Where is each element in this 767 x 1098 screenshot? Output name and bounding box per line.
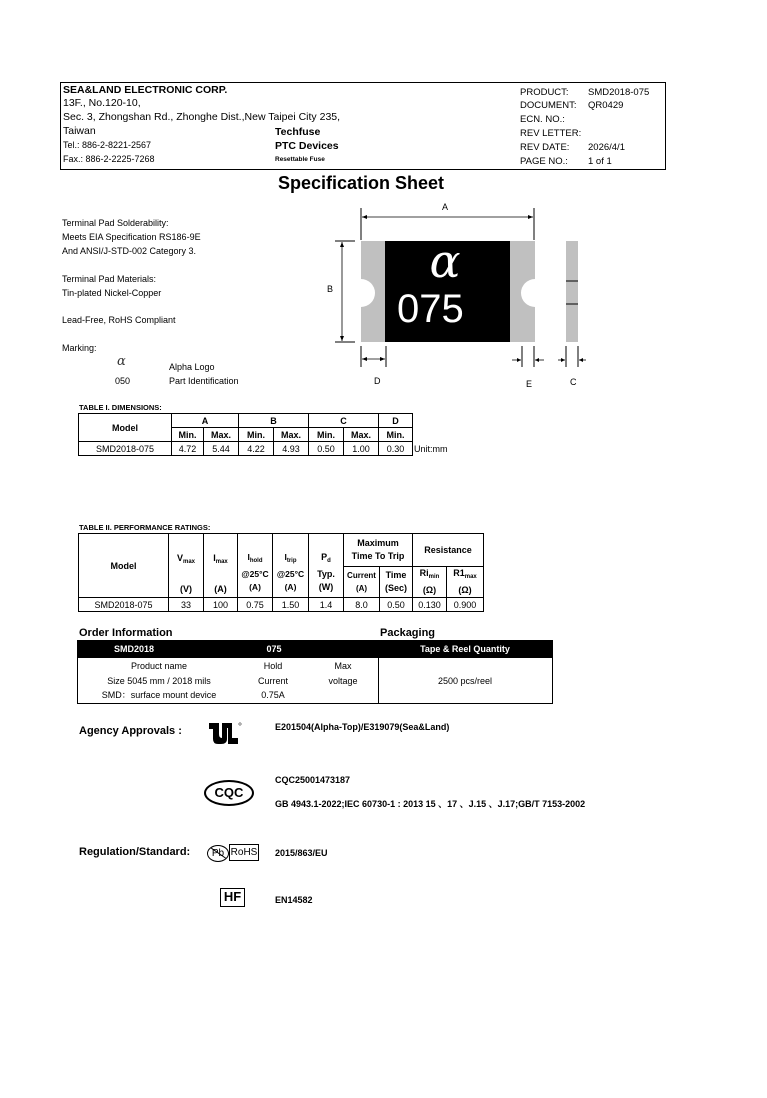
dimensions-table: [78, 413, 413, 456]
marking-code-desc: Part Identification: [169, 376, 239, 386]
table1-cell: 5.44: [204, 442, 239, 456]
table2-cell: 1.4: [309, 598, 344, 612]
halogen-free-standard: EN14582: [275, 895, 313, 905]
chip-alpha-symbol: α: [429, 234, 461, 288]
dim-a-arrow-right: [528, 215, 533, 219]
table2-cell: 0.75: [238, 598, 273, 612]
imax-header: $I_{max}$ (A): [204, 534, 238, 598]
alpha-logo-desc: Alpha Logo: [169, 362, 215, 372]
table1-cell: 1.00: [344, 442, 379, 456]
order-current: Current: [257, 676, 288, 686]
cqc-number: CQC25001473187: [275, 775, 351, 785]
order-hold: Hold: [263, 661, 283, 671]
order-col-packaging: Tape & Reel Quantity: [420, 644, 510, 654]
marking-code: 050: [115, 376, 131, 386]
solderability-line-2: And ANSI/J-STD-002 Category 3.: [62, 246, 197, 256]
pd-header: $P_d$ Typ. (W): [309, 534, 344, 598]
table1-group-b: B: [239, 414, 309, 428]
agency-approvals-label: Agency Approvals :: [79, 725, 182, 737]
table1-cell: 0.30: [379, 442, 413, 456]
halogen-free-icon: HF: [220, 888, 245, 907]
ri-min-header: $Ri_{min}$ (Ω): [413, 567, 447, 598]
table2-cell: 0.900: [447, 598, 484, 612]
table2-model-header: Model: [79, 534, 169, 598]
table2-cell: 100: [204, 598, 238, 612]
address-line-2: Sec. 3, Zhongshan Rd., Zhonghe Dist.,New Taipei City 235,: [63, 111, 341, 123]
order-voltage: voltage: [328, 676, 358, 686]
address-line-1: 13F., No.120-10,: [63, 97, 141, 109]
dim-label-b: B: [327, 284, 334, 294]
marking-title: Marking:: [62, 343, 97, 353]
table1-sub-c-max: Max.: [344, 428, 379, 442]
chip-code: 075: [397, 287, 464, 331]
materials-line-1: Tin-plated Nickel-Copper: [62, 288, 162, 298]
order-col-series: SMD2018: [113, 644, 155, 654]
table1-cell: 4.93: [274, 442, 309, 456]
table1-sub-b-min: Min.: [239, 428, 274, 442]
table1-model-header: Model: [79, 414, 172, 442]
order-hold-value: 0.75A: [261, 690, 285, 700]
order-product-name: Product name: [130, 661, 188, 671]
table1-group-a: A: [172, 414, 239, 428]
performance-table: [78, 533, 484, 612]
order-size: Size 5045 mm / 2018 mils: [107, 676, 211, 686]
solderability-line-1: Meets EIA Specification RS186-9E: [62, 232, 201, 242]
document-header: [60, 82, 666, 170]
table1-cell: 0.50: [309, 442, 344, 456]
pb-logo-text: Pb: [211, 848, 225, 859]
table1-cell: 4.22: [239, 442, 274, 456]
page-title: Specification Sheet: [277, 173, 445, 193]
table2-caption: TABLE II. PERFORMANCE RATINGS:: [79, 523, 211, 532]
table1-sub-a-min: Min.: [172, 428, 204, 442]
page-no-value: 1 of 1: [588, 156, 612, 167]
ihold-header: $I_{hold}$ @25°C (A): [238, 534, 273, 598]
product-subtitle: Resettable Fuse: [275, 156, 325, 163]
materials-title: Terminal Pad Materials:: [62, 274, 157, 284]
order-max: Max: [334, 661, 352, 671]
rohs-directive: 2015/863/EU: [275, 848, 328, 858]
dim-label-c: C: [570, 377, 577, 387]
cqc-logo-icon: CQC: [204, 780, 254, 806]
product-value: SMD2018-075: [588, 87, 650, 98]
dim-label-a: A: [442, 202, 449, 212]
rev-letter-label: REV LETTER:: [520, 128, 582, 139]
rohs-logo-icon: RoHS: [229, 844, 259, 861]
product-line: PTC Devices: [275, 140, 339, 152]
ul-certificate-text: E201504(Alpha-Top)/E319079(Sea&Land): [275, 722, 450, 732]
document-value: QR0429: [588, 100, 624, 111]
table1-model: SMD2018-075: [79, 442, 172, 456]
order-info-title: Order Information: [79, 627, 173, 639]
cqc-standard: GB 4943.1-2022;IEC 60730-1 : 2013 15 、17 、J.15 、J.17;GB/T 7153-2002: [275, 799, 586, 809]
resistance-header: Resistance: [413, 534, 484, 567]
table2-cell: 33: [169, 598, 204, 612]
table2-cell: 8.0: [344, 598, 380, 612]
order-smd: SMD：surface mount device: [101, 690, 217, 700]
table2-cell: 1.50: [273, 598, 309, 612]
table1-caption: TABLE I. DIMENSIONS:: [79, 403, 162, 412]
dim-label-e: E: [526, 379, 533, 389]
r1-max-header: $R1_{max}$ (Ω): [447, 567, 484, 598]
ecn-label: ECN. NO.:: [520, 114, 565, 125]
table-row: [79, 598, 484, 612]
ul-logo-icon: [208, 720, 242, 746]
dim-a-arrow-left: [362, 215, 367, 219]
regulation-label: Regulation/Standard:: [79, 846, 191, 858]
solderability-title: Terminal Pad Solderability:: [62, 218, 169, 228]
rev-date-label: REV DATE:: [520, 142, 570, 153]
table1-sub-a-max: Max.: [204, 428, 239, 442]
rev-date-value: 2026/4/1: [588, 142, 625, 153]
packaging-title: Packaging: [380, 627, 436, 639]
alpha-logo-symbol: α: [117, 354, 126, 369]
lead-free-note: Lead-Free, RoHS Compliant: [62, 315, 176, 325]
address-line-3: Taiwan: [63, 125, 96, 137]
table1-group-d: D: [379, 414, 413, 428]
table1-sub-b-max: Max.: [274, 428, 309, 442]
chip-side-view: [566, 241, 578, 342]
max-time-to-trip-header: Maximum Time To Trip: [344, 534, 413, 567]
vmax-header: $V_{max}$ (V): [169, 534, 204, 598]
table1-unit: Unit:mm: [414, 444, 448, 454]
packaging-quantity: 2500 pcs/reel: [437, 676, 493, 686]
dim-label-d: D: [374, 376, 381, 386]
fax: Fax.: 886-2-2225-7268: [63, 154, 155, 164]
table1-group-c: C: [309, 414, 379, 428]
table2-cell: 0.50: [380, 598, 413, 612]
pb-free-icon: [207, 845, 229, 862]
table1-sub-c-min: Min.: [309, 428, 344, 442]
brand-name: Techfuse: [275, 126, 321, 138]
table1-sub-d-min: Min.: [379, 428, 413, 442]
telephone: Tel.: 886-2-8221-2567: [63, 140, 152, 150]
document-label: DOCUMENT:: [520, 100, 577, 111]
table2-cell: 0.130: [413, 598, 447, 612]
table-row: [79, 442, 413, 456]
table2-model: SMD2018-075: [79, 598, 169, 612]
product-label: PRODUCT:: [520, 87, 569, 98]
page-no-label: PAGE NO.:: [520, 156, 568, 167]
ttt-time-header: Time (Sec): [380, 567, 413, 598]
company-name: SEA&LAND ELECTRONIC CORP.: [63, 84, 228, 96]
order-col-code: 075: [266, 644, 282, 654]
table1-cell: 4.72: [172, 442, 204, 456]
ttt-current-header: Current (A): [344, 567, 380, 598]
itrip-header: $I_{trip}$ @25°C (A): [273, 534, 309, 598]
order-table: [77, 640, 553, 704]
